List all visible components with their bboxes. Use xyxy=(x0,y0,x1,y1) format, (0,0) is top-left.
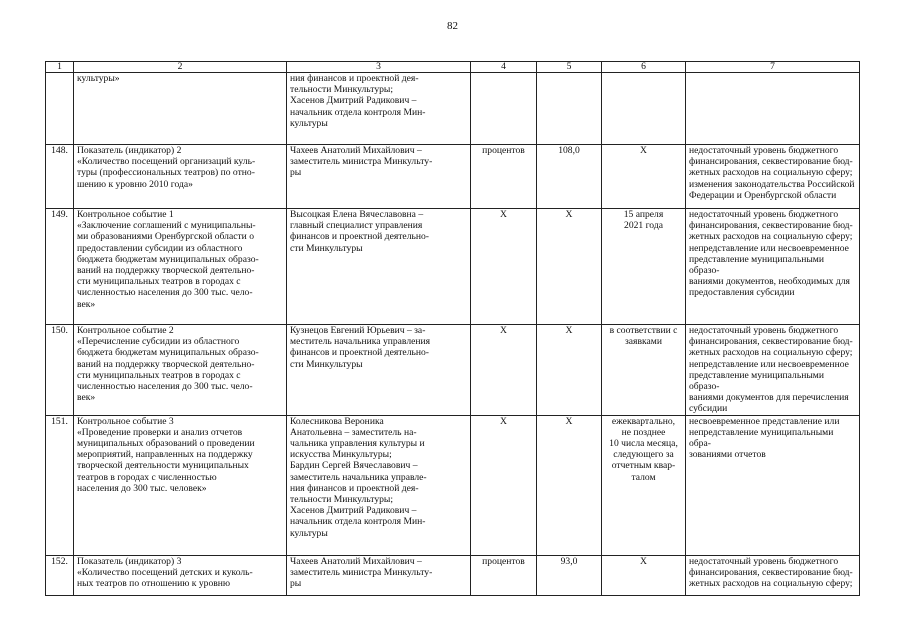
row-number xyxy=(46,73,74,145)
column-number-row xyxy=(46,62,860,73)
risk-description: недостаточный уровень бюджетного финансирования, секвестирование бюд- жетных расходов на социальную сферу; непредставление или несвоевременное представление муниципальными образо- ваниями документов, необходимых для предоставления субсидии xyxy=(686,209,860,325)
target-value: Х xyxy=(537,325,602,416)
unit: процентов xyxy=(471,145,537,209)
risk-description: несвоевременное представление или непредставление муниципальными обра- зованиями отчетов xyxy=(686,415,860,555)
indicator-name: Контрольное событие 1 «Заключение соглашений с муниципальны- ми образованиями Оренбургской области о предоставлении субсидии из областного бюджета бюджетам муниципальных образо- ваний на поддержку творческой деятельно- сти муниципальных театров в городах с численностью населения до 300 тыс. чело- век» xyxy=(74,209,287,325)
risk-description: недостаточный уровень бюджетного финансирования, секвестирование бюд- жетных расходов на социальную сферу; изменения законодательства Российской Федерации и Оренбургской области xyxy=(686,145,860,209)
plan-table xyxy=(45,61,860,596)
target-value: 93,0 xyxy=(537,555,602,595)
table-row xyxy=(46,325,860,416)
unit: Х xyxy=(471,209,537,325)
responsible-person: ния финансов и проектной дея- тельности Минкультуры; Хасенов Дмитрий Радикович – начальник отдела контроля Мин- культуры xyxy=(287,73,471,145)
target-value: 108,0 xyxy=(537,145,602,209)
column-number: 3 xyxy=(287,62,471,73)
deadline: ежеквартально, не позднее 10 числа месяца, следующего за отчетным квар- талом xyxy=(602,415,686,555)
responsible-person: Кузнецов Евгений Юрьевич – за- меститель начальника управления финансов и проектной деятельно- сти Минкультуры xyxy=(287,325,471,416)
risk-description xyxy=(686,73,860,145)
row-number: 150. xyxy=(46,325,74,416)
row-number: 149. xyxy=(46,209,74,325)
responsible-person: Высоцкая Елена Вячеславовна – главный специалист управления финансов и проектной деятельно- сти Минкультуры xyxy=(287,209,471,325)
unit: Х xyxy=(471,415,537,555)
deadline: 15 апреля 2021 года xyxy=(602,209,686,325)
target-value: Х xyxy=(537,209,602,325)
column-number: 6 xyxy=(602,62,686,73)
risk-description: недостаточный уровень бюджетного финансирования, секвестирование бюд- жетных расходов на социальную сферу; непредставление или несвоевременное представление муниципальными образо- ваниями документов для перечисления субсидии xyxy=(686,325,860,416)
column-number: 7 xyxy=(686,62,860,73)
indicator-name: Показатель (индикатор) 3 «Количество посещений детских и куколь- ных театров по отношению к уровню xyxy=(74,555,287,595)
risk-description: недостаточный уровень бюджетного финансирования, секвестирование бюд- жетных расходов на социальную сферу; xyxy=(686,555,860,595)
responsible-person: Чахеев Анатолий Михайлович – заместитель министра Минкульту- ры xyxy=(287,555,471,595)
unit: Х xyxy=(471,325,537,416)
unit: процентов xyxy=(471,555,537,595)
unit xyxy=(471,73,537,145)
table-row xyxy=(46,73,860,145)
target-value xyxy=(537,73,602,145)
target-value: Х xyxy=(537,415,602,555)
indicator-name: культуры» xyxy=(74,73,287,145)
page-number: 82 xyxy=(447,20,458,32)
deadline: Х xyxy=(602,555,686,595)
column-number: 1 xyxy=(46,62,74,73)
table-row xyxy=(46,145,860,209)
indicator-name: Контрольное событие 2 «Перечисление субсидии из областного бюджета бюджетам муниципальных образо- ваний на поддержку творческой деятельно- сти муниципальных театров в городах с численностью населения до 300 тыс. чело- век» xyxy=(74,325,287,416)
deadline: Х xyxy=(602,145,686,209)
deadline xyxy=(602,73,686,145)
responsible-person: Чахеев Анатолий Михайлович – заместитель министра Минкульту- ры xyxy=(287,145,471,209)
deadline: в соответствии с заявками xyxy=(602,325,686,416)
table-row xyxy=(46,555,860,595)
row-number: 148. xyxy=(46,145,74,209)
table-row xyxy=(46,415,860,555)
indicator-name: Показатель (индикатор) 2 «Количество посещений организаций куль- туры (профессиональных театров) по отно- шению к уровню 2010 года» xyxy=(74,145,287,209)
table-row xyxy=(46,209,860,325)
row-number: 152. xyxy=(46,555,74,595)
column-number: 4 xyxy=(471,62,537,73)
column-number: 5 xyxy=(537,62,602,73)
indicator-name: Контрольное событие 3 «Проведение проверки и анализ отчетов муниципальных образований о проведении мероприятий, направленных на поддержку творческой деятельности муниципальных театров в городах с численностью населения до 300 тыс. человек» xyxy=(74,415,287,555)
responsible-person: Колесникова Вероника Анатольевна – заместитель на- чальника управления культуры и искусства Минкультуры; Бардин Сергей Вячеславович – заместитель начальника управле- ния финансов и проектной дея- тельности Минкультуры; Хасенов Дмитрий Радикович – начальник отдела контроля Мин- культуры xyxy=(287,415,471,555)
row-number: 151. xyxy=(46,415,74,555)
column-number: 2 xyxy=(74,62,287,73)
